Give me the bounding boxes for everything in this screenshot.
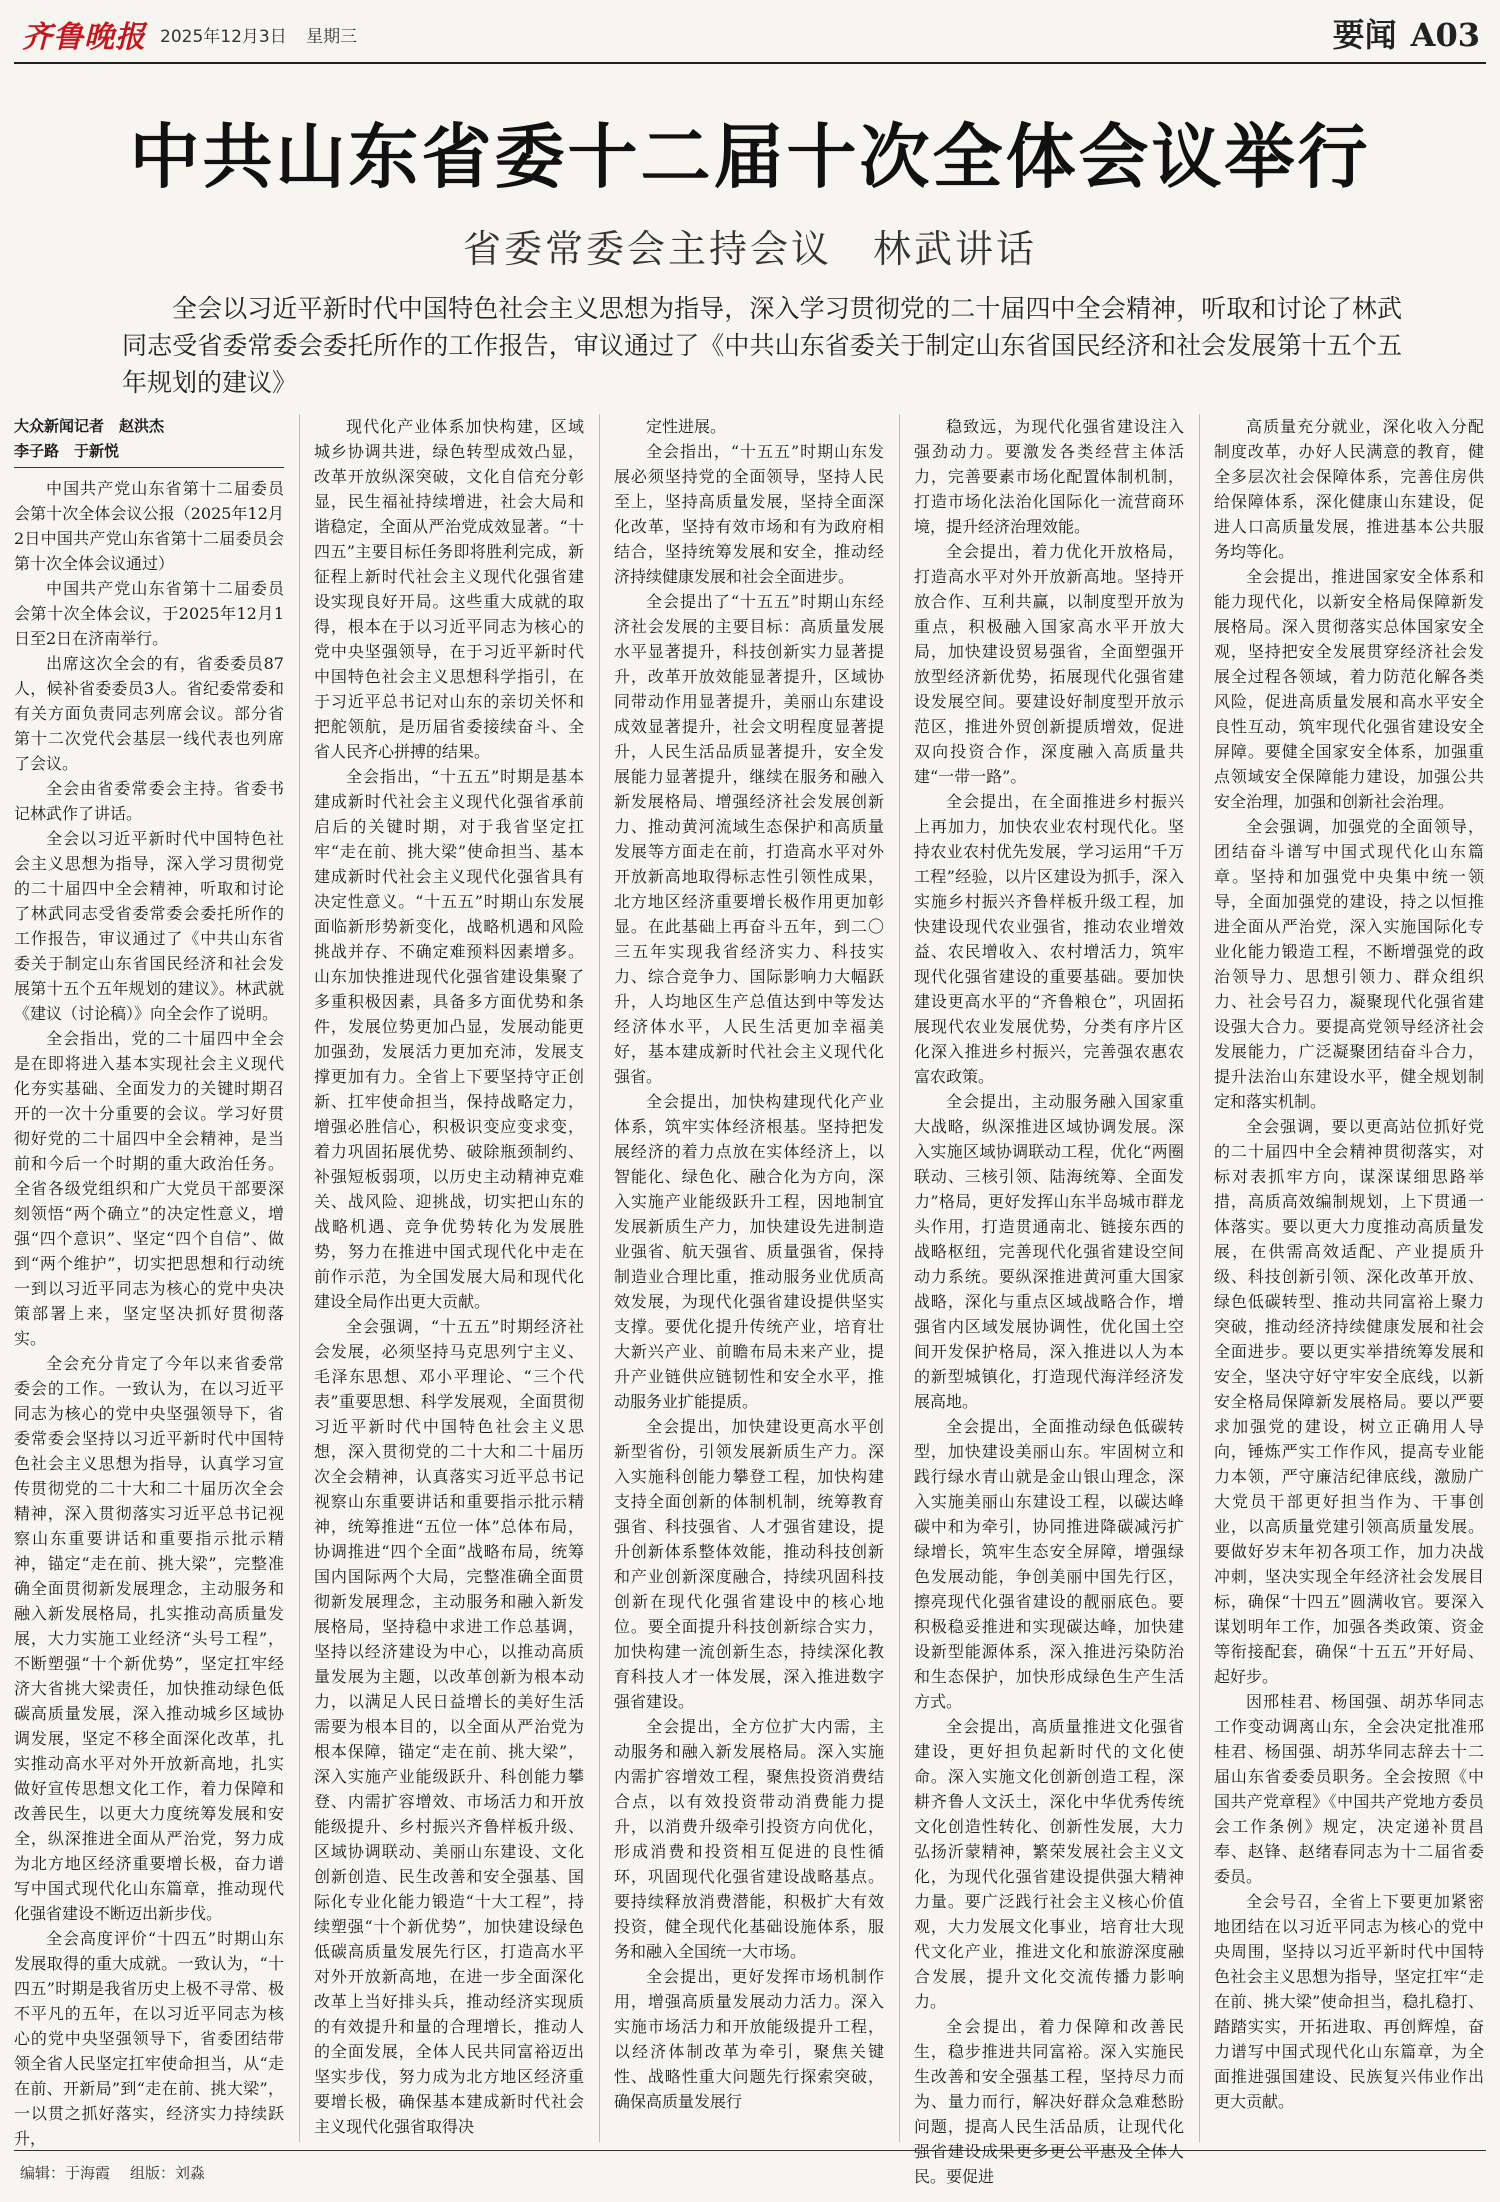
article-column-4 [914,414,1184,2186]
article-paragraph: 全会充分肯定了今年以来省委常委会的工作。一致认为，在以习近平同志为核心的党中央坚强领导下，省委常委会坚持以习近平新时代中国特色社会主义思想为指导，认真学习宣传贯彻党的二十大和二十届历次全会精神，深入贯彻落实习近平总书记视察山东重要讲话和重要指示批示精神，锚定“走在前、挑大梁”，完整准确全面贯彻新发展理念，主动服务和融入新发展格局，扎实推动高质量发展，大力实施工业经济“头号工程”，不断塑强“十个新优势”，坚定扛牢经济大省挑大梁责任，加快推动绿色低碳高质量发展，深入推动城乡区域协调发展，坚定不移全面深化改革，扎实推动高水平对外开放新高地，扎实做好宣传思想文化工作，着力保障和改善民生，以更大力度统筹发展和安全，纵深推进全面从严治党，努力成为北方地区经济重要增长极，奋力谱写中国式现代化山东篇章，推动现代化强省建设不断迈出新步伐。 [14,1354,284,1923]
header-rule [14,62,1486,64]
newspaper-logo: 齐鲁晚报 [22,20,146,55]
article-paragraph: 定性进展。 [646,417,727,436]
editor-credit: 编辑：于海霞 [20,2164,111,2182]
byline-line-2: 李子路 于新悦 [14,442,120,460]
article-paragraph: 稳致远，为现代化强省建设注入强劲动力。要激发各类经营主体活力，完善要素市场化配置体制机制，打造市场化法治化国际化一流营商环境，提升经济治理效能。 [914,417,1184,536]
designer-credit: 组版：刘淼 [130,2164,206,2182]
article-paragraph: 因邢桂君、杨国强、胡苏华同志工作变动调离山东，全会决定批准邢桂君、杨国强、胡苏华同志辞去十二届山东省委委员职务。全会按照《中国共产党章程》《中国共产党地方委员会工作条例》规定，决定递补贯昌奉、赵锋、赵绪春同志为十二届省委委员。 [1214,1692,1484,1886]
byline-line-1: 大众新闻记者 赵洪杰 [14,417,165,435]
article-paragraph: 全会指出，“十五五”时期山东发展必须坚持党的全面领导，坚持人民至上，坚持高质量发展，坚持全面深化改革，坚持有效市场和有为政府相结合，坚持统筹发展和安全，推动经济持续健康发展和社会全面进步。 [614,442,884,586]
footer-credits [20,2162,205,2183]
article-paragraph: 中国共产党山东省第十二届委员会第十次全体会议，于2025年12月1日至2日在济南举行。 [14,579,284,648]
headline: 中共山东省委十二届十次全体会议举行 [129,115,1371,198]
article-paragraph: 全会提出，主动服务融入国家重大战略，纵深推进区域协调发展。深入实施区域协调联动工程，优化“两圈联动、三核引领、陆海统筹、全面发力”格局，更好发挥山东半岛城市群龙头作用，打造贯通南北、链接东西的战略枢纽，完善现代化强省建设空间动力系统。要纵深推进黄河重大国家战略，深化与重点区域战略合作，增强省内区域发展协调性，优化国土空间开发保护格局，深入推进以人为本的新型城镇化，打造现代海洋经济发展高地。 [914,1092,1184,1411]
article-paragraph: 全会提出，着力优化开放格局，打造高水平对外开放新高地。坚持开放合作、互利共赢，以制度型开放为重点，积极融入国家高水平开放大局，加快建设贸易强省，全面塑强开放型经济新优势，拓展现代化强省建设发展空间。要建设好制度型开放示范区，推进外贸创新提质增效，促进双向投资合作，深度融入高质量共建“一带一路”。 [914,542,1184,786]
page-number: A03 [1410,16,1480,54]
article-paragraph: 现代化产业体系加快构建，区域城乡协调共进，绿色转型成效凸显，改革开放纵深突破，文化自信充分彰显，民生福祉持续增进，社会大局和谐稳定，全面从严治党成效显著。“十四五”主要目标任务即将胜利完成，新征程上新时代社会主义现代化强省建设实现良好开局。这些重大成就的取得，根本在于以习近平同志为核心的党中央坚强领导，在于习近平新时代中国特色社会主义思想科学指引，在于习近平总书记对山东的亲切关怀和把舵领航，是历届省委接续奋斗、全省人民齐心拼搏的结果。 [314,417,584,761]
masthead [0,0,1500,62]
column-divider [1199,414,1200,2142]
date-text: 2025年12月3日 [160,27,287,47]
byline-rule [14,467,284,468]
article-paragraph: 全会提出，高质量推进文化强省建设，更好担负起新时代的文化使命。深入实施文化创新创造工程，深耕齐鲁人文沃土，深化中华优秀传统文化创造性转化、创新性发展，大力弘扬沂蒙精神，繁荣发展社会主义文化，为现代化强省建设提供强大精神力量。要广泛践行社会主义核心价值观，大力发展文化事业，培育壮大现代文化产业，推进文化和旅游深度融合发展，提升文化交流传播力影响力。 [914,1717,1184,2011]
article-paragraph: 全会高度评价“十四五”时期山东发展取得的重大成就。一致认为，“十四五”时期是我省历史上极不寻常、极不平凡的五年，在以习近平同志为核心的党中央坚强领导下，省委团结带领全省人民坚定扛牢使命担当，从“走在前、开新局”到“走在前、挑大梁”，一以贯之抓好落实，经济实力持续跃升， [14,1929,284,2148]
article-paragraph: 全会提出，在全面推进乡村振兴上再加力，加快农业农村现代化。坚持农业农村优先发展，学习运用“千万工程”经验，以片区建设为抓手，深入实施乡村振兴齐鲁样板升级工程，加快建设现代农业强省，推动农业增效益、农民增收入、农村增活力，筑牢现代化强省建设的重要基础。要加快建设更高水平的“齐鲁粮仓”，巩固拓展现代农业发展优势，分类有序片区化深入推进乡村振兴，完善强农惠农富农政策。 [914,792,1184,1086]
article-paragraph: 全会提出，全方位扩大内需，主动服务和融入新发展格局。深入实施内需扩容增效工程，聚焦投资消费结合点，以有效投资带动消费能力提升，以消费升级牵引投资方向优化，形成消费和投资相互促进的良性循环，巩固现代化强省建设战略基点。要持续释放消费潜能，积极扩大有效投资，健全现代化基础设施体系，服务和融入全国统一大市场。 [614,1717,884,1961]
column-divider [299,414,300,2142]
article-column-1 [14,414,284,2148]
column-divider [599,414,600,2142]
weekday-text: 星期三 [306,27,358,47]
section-label [1333,10,1480,56]
issue-date [160,22,357,47]
article-paragraph: 全会提出，推进国家安全体系和能力现代化，以新安全格局保障新发展格局。深入贯彻落实总体国家安全观，坚持把安全发展贯穿经济社会发展全过程各领域，着力防范化解各类风险，促进高质量发展和高水平安全良性互动，筑牢现代化强省建设安全屏障。要健全国家安全体系，加强重点领域安全保障能力建设，加强公共安全治理，加强和创新社会治理。 [1214,567,1484,811]
article-paragraph: 全会强调，“十五五”时期经济社会发展，必须坚持马克思列宁主义、毛泽东思想、邓小平理论、“三个代表”重要思想、科学发展观，全面贯彻习近平新时代中国特色社会主义思想，深入贯彻党的二十大和二十届历次全会精神，认真落实习近平总书记视察山东重要讲话和重要指示批示精神，统筹推进“五位一体”总体布局，协调推进“四个全面”战略布局，统筹国内国际两个大局，完整准确全面贯彻新发展理念，主动服务和融入新发展格局，坚持稳中求进工作总基调，坚持以经济建设为中心，以推动高质量发展为主题，以改革创新为根本动力，以满足人民日益增长的美好生活需要为根本目的，以全面从严治党为根本保障，锚定“走在前、挑大梁”，深入实施产业能级跃升、科创能力攀登、内需扩容增效、市场活力和开放能级提升、乡村振兴齐鲁样板升级、区域协调联动、美丽山东建设、文化创新创造、民生改善和安全强基、国际化专业化能力锻造“十大工程”，持续塑强“十个新优势”，加快建设绿色低碳高质量发展先行区，打造高水平对外开放新高地，在进一步全面深化改革上当好排头兵，推动经济实现质的有效提升和量的合理增长，推动人的全面发展，全体人民共同富裕迈出坚实步伐，努力成为北方地区经济重要增长极，确保基本建成新时代社会主义现代化强省取得决 [314,1317,584,2136]
subheadline: 省委常委会主持会议 林武讲话 [462,227,1037,271]
article-paragraph: 全会提出，加快构建现代化产业体系，筑牢实体经济根基。坚持把发展经济的着力点放在实体经济上，以智能化、绿色化、融合化为方向，深入实施产业能级跃升工程，因地制宜发展新质生产力，加快建设先进制造业强省、航天强省、质量强省，保持制造业合理比重，推动服务业优质高效发展，为现代化强省建设提供坚实支撑。要优化提升传统产业，培育壮大新兴产业、前瞻布局未来产业，提升产业链供应链韧性和安全水平，推动服务业扩能提质。 [614,1092,884,1411]
article-paragraph: 全会提出，全面推动绿色低碳转型，加快建设美丽山东。牢固树立和践行绿水青山就是金山银山理念，深入实施美丽山东建设工程，以碳达峰碳中和为牵引，协同推进降碳减污扩绿增长，筑牢生态安全屏障，增强绿色发展动能，争创美丽中国先行区，擦亮现代化强省建设的靓丽底色。要积极稳妥推进和实现碳达峰，加快建设新型能源体系，深入推进污染防治和生态保护，加快形成绿色生产生活方式。 [914,1417,1184,1711]
article-paragraph: 全会提出了“十五五”时期山东经济社会发展的主要目标：高质量发展水平显著提升，科技创新实力显著提升，改革开放效能显著提升，区域协同带动作用显著提升，美丽山东建设成效显著提升，社会文明程度显著提升，人民生活品质显著提升，安全发展能力显著提升，继续在服务和融入新发展格局、增强经济社会发展创新力、推动黄河流域生态保护和高质量发展等方面走在前，打造高水平对外开放新高地取得标志性引领性成果，北方地区经济重要增长极作用更加彰显。在此基础上再奋斗五年，到二〇三五年实现我省经济实力、科技实力、综合竞争力、国际影响力大幅跃升，人均地区生产总值达到中等发达经济体水平，人民生活更加幸福美好，基本建成新时代社会主义现代化强省。 [614,592,884,1086]
column-divider [899,414,900,2142]
article-paragraph: 全会号召，全省上下要更加紧密地团结在以习近平同志为核心的党中央周围，坚持以习近平新时代中国特色社会主义思想为指导，坚定扛牢“走在前、挑大梁”使命担当，稳扎稳打、踏踏实实，开拓进取、再创辉煌，奋力谱写中国式现代化山东篇章，为全面推进强国建设、民族复兴伟业作出更大贡献。 [1214,1892,1484,2111]
section-name: 要闻 [1332,16,1397,54]
article-paragraph: 高质量充分就业，深化收入分配制度改革，办好人民满意的教育，健全多层次社会保障体系，完善住房供给保障体系，深化健康山东建设，促进人口高质量发展，推进基本公共服务均等化。 [1214,417,1484,561]
article-paragraph: 出席这次全会的有，省委委员87人，候补省委委员3人。省纪委常委和有关方面负责同志列席会议。部分省第十二次党代会基层一线代表也列席了会议。 [14,654,284,773]
byline [14,414,284,464]
lead-paragraph: 全会以习近平新时代中国特色社会主义思想为指导，深入学习贯彻党的二十届四中全会精神，听取和讨论了林武同志受省委常委会委托所作的工作报告，审议通过了《中共山东省委关于制定山东省国民经济和社会发展第十五个五年规划的建议》 [122,294,1402,397]
article-column-5 [1214,414,1484,2142]
article-paragraph: 全会提出，加快建设更高水平创新型省份，引领发展新质生产力。深入实施科创能力攀登工程，加快构建支持全面创新的体制机制，统筹教育强省、科技强省、人才强省建设，提升创新体系整体效能，推动科技创新和产业创新深度融合，持续巩固科技创新在现代化强省建设中的核心地位。要全面提升科技创新综合实力，加快构建一流创新生态，持续深化教育科技人才一体发展，深入推进数字强省建设。 [614,1417,884,1711]
article-paragraph: 全会由省委常委会主持。省委书记林武作了讲话。 [14,779,284,823]
article-paragraph: 全会指出，党的二十届四中全会是在即将进入基本实现社会主义现代化夯实基础、全面发力的关键时期召开的一次十分重要的会议。学习好贯彻好党的二十届四中全会精神，是当前和今后一个时期的重大政治任务。全省各级党组织和广大党员干部要深刻领悟“两个确立”的决定性意义，增强“四个意识”、坚定“四个自信”、做到“两个维护”，切实把思想和行动统一到以习近平同志为核心的党中央决策部署上来，坚定坚决抓好贯彻落实。 [14,1029,284,1348]
article-paragraph: 全会提出，着力保障和改善民生，稳步推进共同富裕。深入实施民生改善和安全强基工程，坚持尽力而为、量力而行，解决好群众急难愁盼问题，提高人民生活品质，让现代化强省建设成果更多更公平惠及全体人民。要促进 [914,2017,1184,2186]
article-paragraph: 中国共产党山东省第十二届委员会第十次全体会议公报（2025年12月2日中国共产党山东省第十二届委员会第十次全体会议通过） [14,479,284,573]
article-paragraph: 全会以习近平新时代中国特色社会主义思想为指导，深入学习贯彻党的二十届四中全会精神，听取和讨论了林武同志受省委常委会委托所作的工作报告，审议通过了《中共山东省委关于制定山东省国民经济和社会发展第十五个五年规划的建议》。林武就《建议（讨论稿）》向全会作了说明。 [14,829,284,1023]
article-paragraph: 全会指出，“十五五”时期是基本建成新时代社会主义现代化强省承前启后的关键时期，对于我省坚定扛牢“走在前、挑大梁”使命担当、基本建成新时代社会主义现代化强省具有决定性意义。“十五五”时期山东发展面临新形势新变化，战略机遇和风险挑战并存、不确定难预料因素增多。山东加快推进现代化强省建设集聚了多重积极因素，具备多方面优势和条件，发展位势更加凸显，发展动能更加强劲，发展活力更加充沛，发展支撑更加有力。全省上下要坚持守正创新、扛牢使命担当，保持战略定力，增强必胜信心，积极识变应变求变，着力巩固拓展优势、破除瓶颈制约、补强短板弱项，以历史主动精神克难关、战风险、迎挑战，切实把山东的战略机遇、竞争优势转化为发展胜势，努力在推进中国式现代化中走在前作示范，为全国发展大局和现代化建设全局作出更大贡献。 [314,767,584,1311]
article-column-3 [614,414,884,2142]
article-column-2 [314,414,584,2142]
article-paragraph: 全会提出，更好发挥市场机制作用，增强高质量发展动力活力。深入实施市场活力和开放能级提升工程，以经济体制改革为牵引，聚焦关键性、战略性重大问题先行探索突破，确保高质量发展行 [614,1967,884,2111]
article-paragraph: 全会强调，要以更高站位抓好党的二十届四中全会精神贯彻落实，对标对表抓牢方向，谋深谋细思路举措，高质高效编制规划，上下贯通一体落实。要以更大力度推动高质量发展，在供需高效适配、产业提质升级、科技创新引领、深化改革开放、绿色低碳转型、推动共同富裕上聚力突破，推动经济持续健康发展和社会全面进步。要以更实举措统筹发展和安全，坚决守好守牢安全底线，以新安全格局保障新发展格局。要以严要求加强党的建设，树立正确用人导向，锤炼严实工作作风，提高专业能力本领，严守廉洁纪律底线，激励广大党员干部更好担当作为、干事创业，以高质量党建引领高质量发展。要做好岁末年初各项工作，加力决战冲刺，坚决实现全年经济社会发展目标，确保“十四五”圆满收官。要深入谋划明年工作，加强各类政策、资金等衔接配套，确保“十五五”开好局、起好步。 [1214,1117,1484,1686]
article-paragraph: 全会强调，加强党的全面领导，团结奋斗谱写中国式现代化山东篇章。坚持和加强党中央集中统一领导，全面加强党的建设，持之以恒推进全面从严治党，深入实施国际化专业化能力锻造工程，不断增强党的政治领导力、思想引领力、群众组织力、社会号召力，凝聚现代化强省建设强大合力。要提高党领导经济社会发展能力，广泛凝聚团结奋斗合力，提升法治山东建设水平，健全规划制定和落实机制。 [1214,817,1484,1111]
footer-rule [14,2150,1486,2151]
